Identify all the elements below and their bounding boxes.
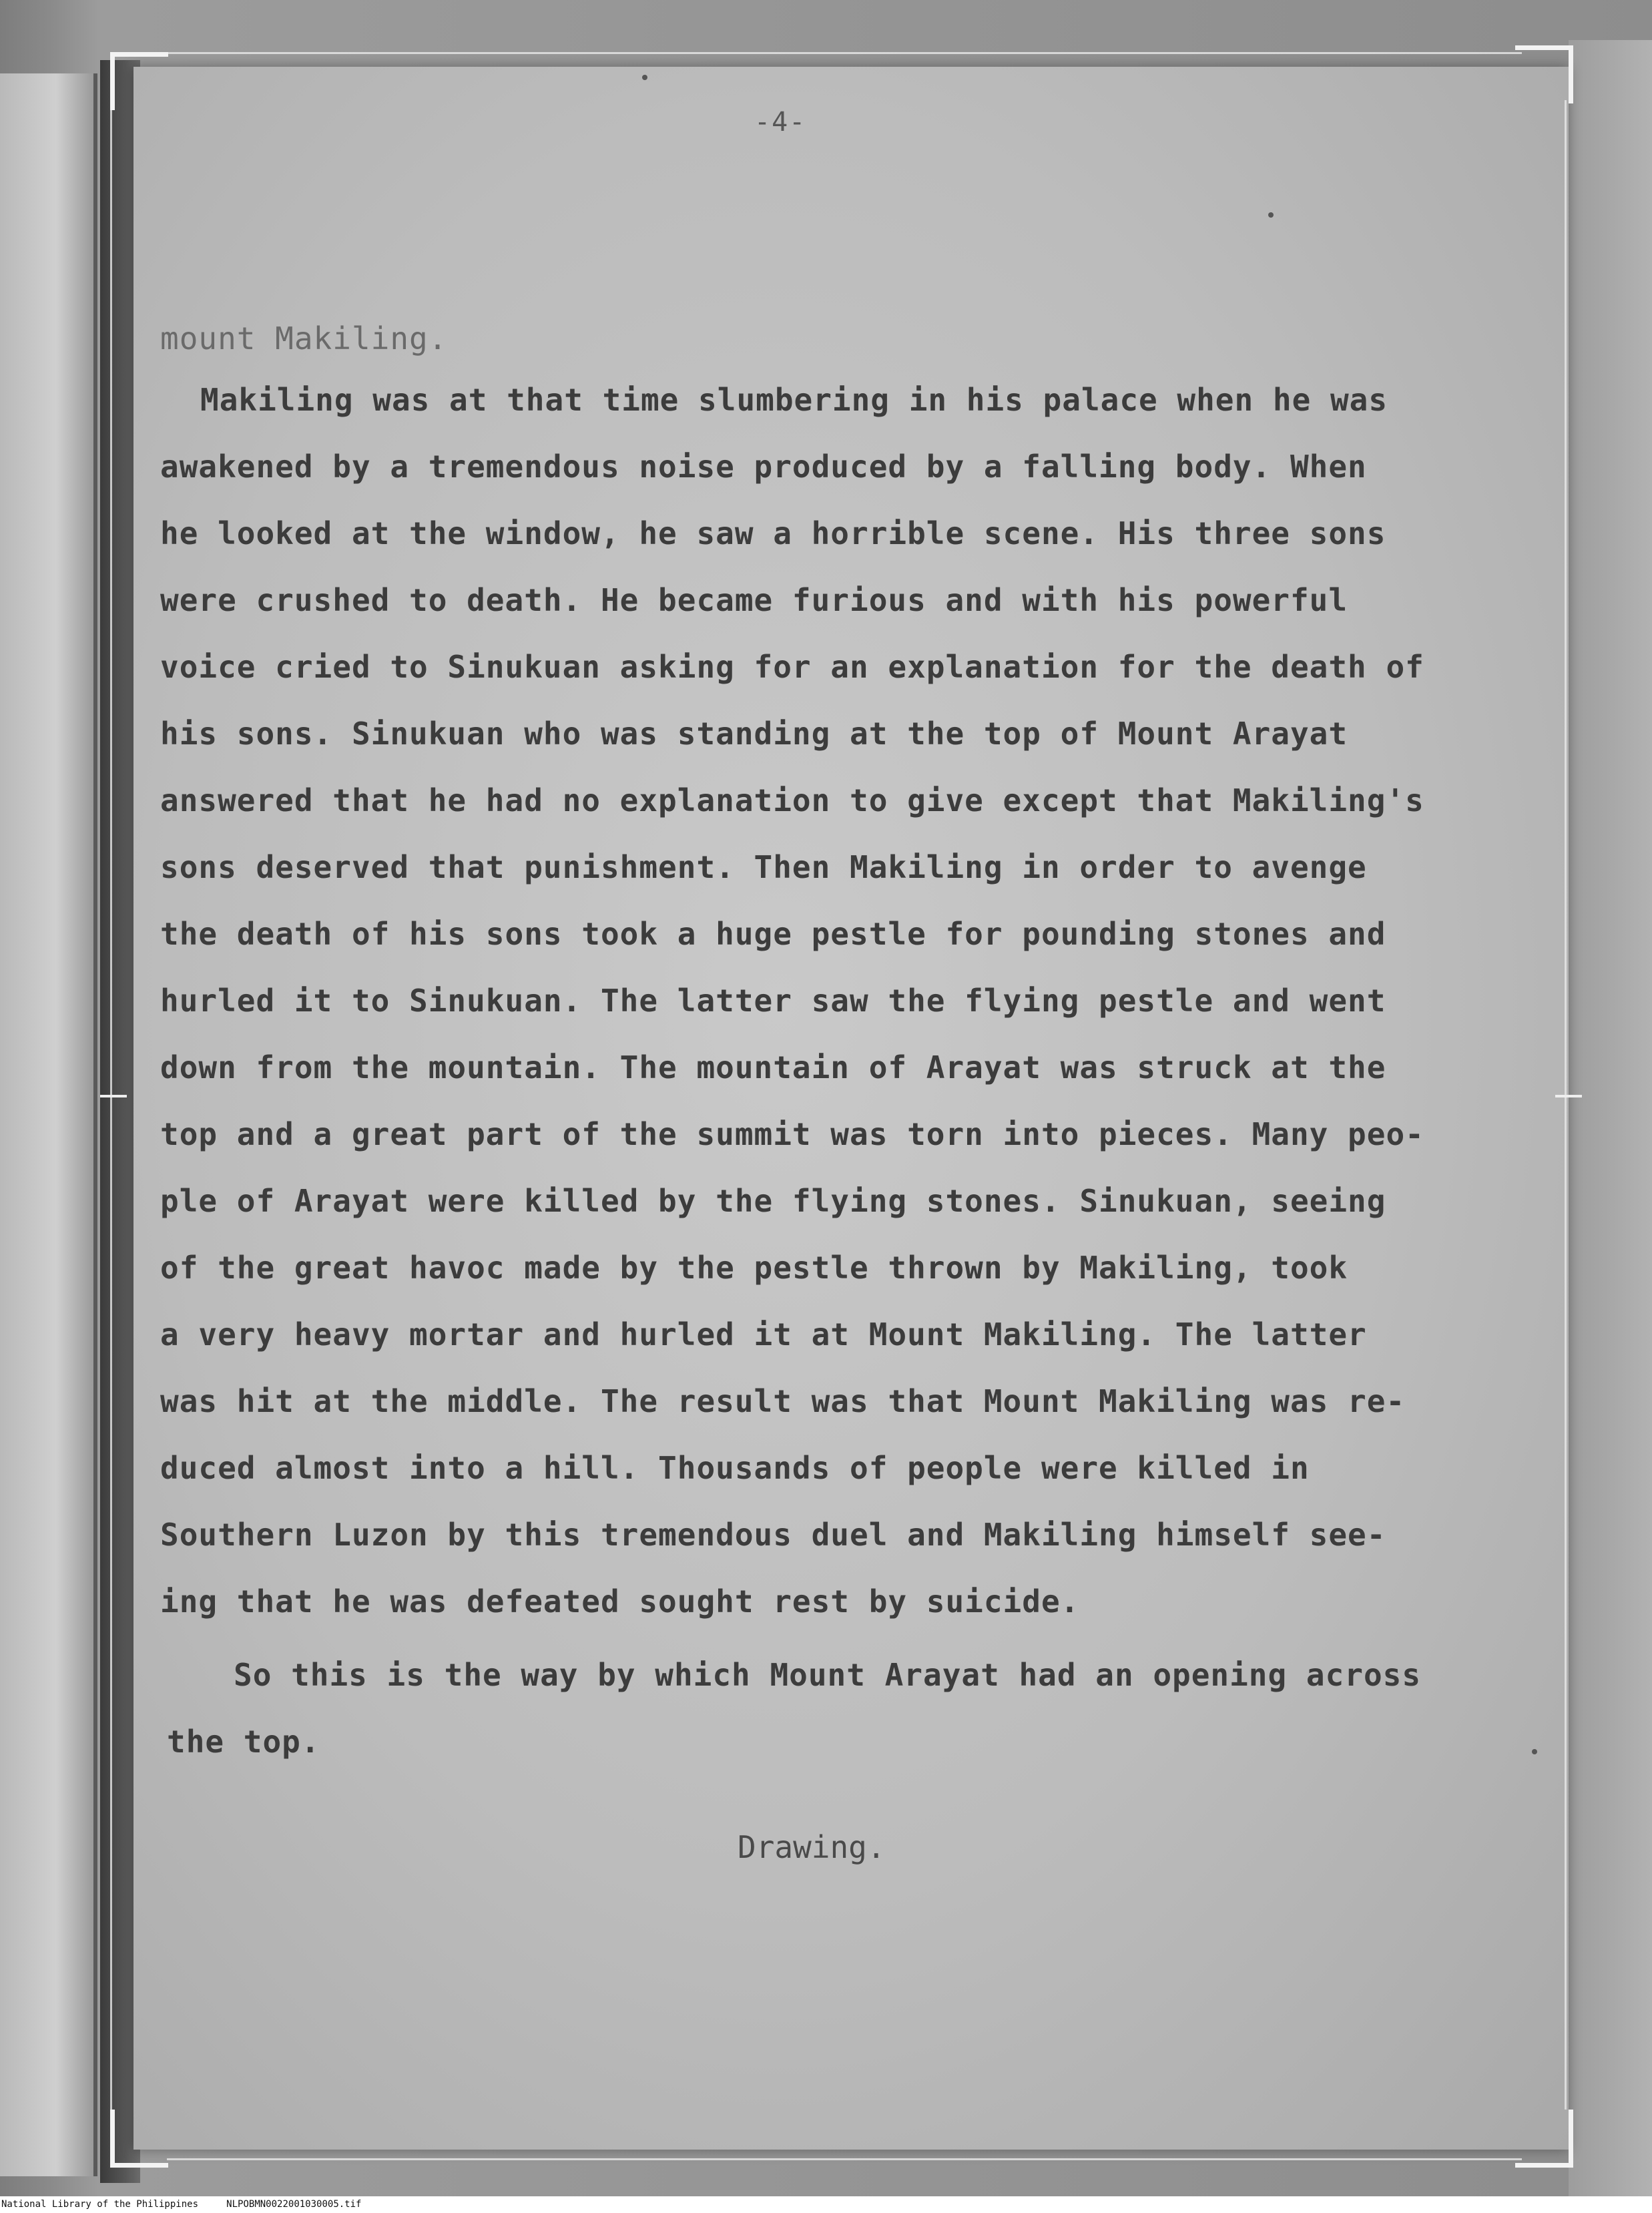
text-line: a very heavy mortar and hurled it at Mount Makiling. The latter — [160, 1316, 1367, 1353]
frame-line-left — [110, 107, 112, 2110]
frame-line-right — [1565, 100, 1567, 2110]
text-line: ing that he was defeated sought rest by suicide. — [160, 1583, 1080, 1620]
text-line: was hit at the middle. The result was that Mount Makiling was re- — [160, 1383, 1406, 1419]
frame-corner-bottom-left — [110, 2110, 168, 2168]
text-line: answered that he had no explanation to give except that Makiling's — [160, 782, 1424, 818]
text-line: down from the mountain. The mountain of Arayat was struck at the — [160, 1049, 1386, 1085]
text-line: the death of his sons took a huge pestle for pounding stones and — [160, 916, 1386, 952]
right-margin-area — [1569, 40, 1652, 2196]
scan-speck — [1532, 1749, 1537, 1754]
text-line: hurled it to Sinukuan. The latter saw the flying pestle and went — [160, 983, 1386, 1019]
text-line: of the great havoc made by the pestle thrown by Makiling, took — [160, 1250, 1348, 1286]
text-line: were crushed to death. He became furious and with his powerful — [160, 582, 1348, 618]
frame-corner-top-right — [1515, 45, 1573, 103]
text-line: the top. — [167, 1724, 320, 1760]
footer-caption — [1, 2199, 361, 2210]
frame-corner-bottom-right — [1515, 2110, 1573, 2168]
frame-tick-right — [1555, 1095, 1582, 1097]
text-line: top and a great part of the summit was torn into pieces. Many peo- — [160, 1116, 1424, 1152]
frame-line-bottom — [167, 2158, 1522, 2160]
text-line: his sons. Sinukuan who was standing at the top of Mount Arayat — [160, 716, 1348, 752]
frame-line-top — [167, 52, 1522, 54]
adjacent-page-edge — [0, 73, 97, 2176]
text-line: he looked at the window, he saw a horrible scene. His three sons — [160, 515, 1386, 551]
text-line: So this is the way by which Mount Arayat had an opening across — [234, 1657, 1422, 1693]
text-line: voice cried to Sinukuan asking for an explanation for the death of — [160, 649, 1424, 685]
text-line: sons deserved that punishment. Then Makiling in order to avenge — [160, 849, 1367, 885]
text-line: duced almost into a hill. Thousands of people were killed in — [160, 1450, 1310, 1486]
text-line: Makiling was at that time slumbering in his palace when he was — [200, 382, 1388, 418]
scan-speck — [1268, 212, 1274, 218]
scan-speck — [642, 75, 647, 80]
footer-filename: NLPOBMN0022001030005.tif — [226, 2199, 362, 2210]
frame-corner-top-left — [110, 52, 168, 110]
text-line: ple of Arayat were killed by the flying stones. Sinukuan, seeing — [160, 1183, 1386, 1219]
footer-library: National Library of the Philippines — [1, 2199, 199, 2210]
frame-tick-left — [100, 1095, 127, 1097]
section-heading: Drawing. — [738, 1829, 886, 1865]
text-line: Southern Luzon by this tremendous duel and Makiling himself see- — [160, 1517, 1386, 1553]
text-line: mount Makiling. — [160, 320, 448, 356]
page-number: -4- — [754, 107, 807, 138]
text-line: awakened by a tremendous noise produced by a falling body. When — [160, 449, 1367, 485]
